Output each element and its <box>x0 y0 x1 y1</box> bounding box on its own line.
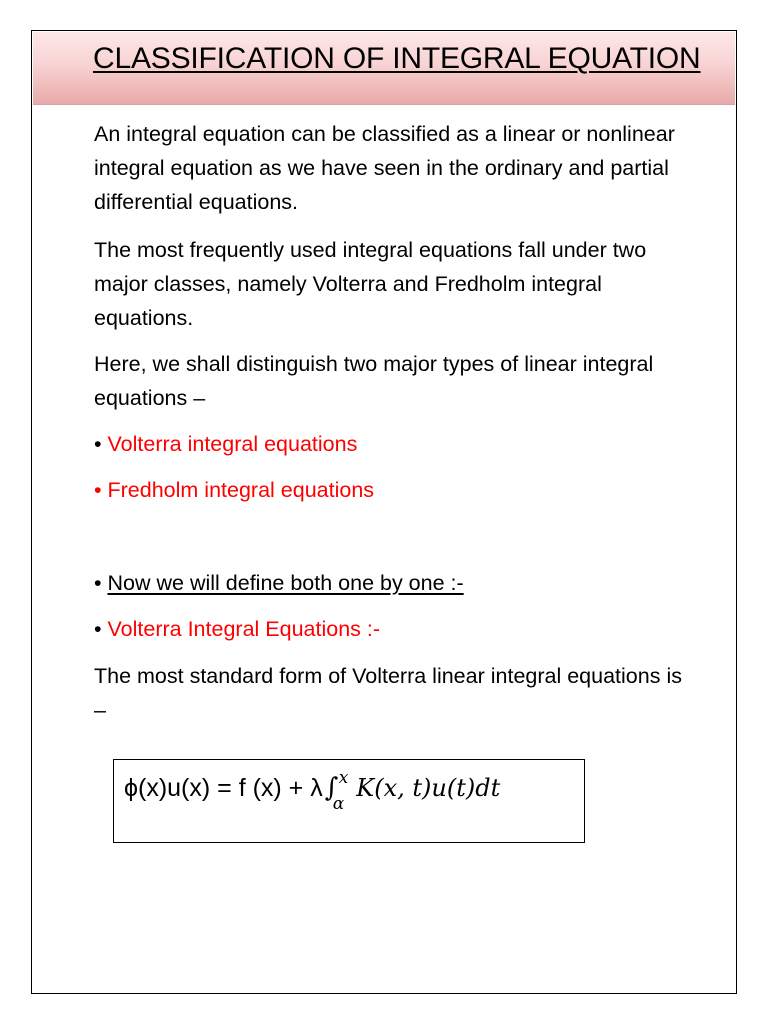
bullet-fredholm-label: Fredholm integral equations <box>107 478 375 502</box>
bullet-fredholm <box>94 475 374 505</box>
bullet-dot: • <box>94 617 102 641</box>
paragraph-major-classes: The most frequently used integral equations fall under two major classes, namely Volterra and Fredholm integral equations. <box>94 238 647 330</box>
paragraph-standard-form: The most standard form of Volterra linear integral equations is – <box>94 664 682 722</box>
page-frame <box>31 30 737 994</box>
page-title: CLASSIFICATION OF INTEGRAL EQUATION <box>93 42 701 75</box>
formula-integrand: K(x, t)u(t)dt <box>356 774 501 802</box>
paragraph-types-intro: Here, we shall distinguish two major types of linear integral equations – <box>94 352 654 410</box>
define-note-label: Now we will define both one by one :- <box>107 571 464 595</box>
bullet-section-heading <box>94 614 380 644</box>
formula-lhs: ϕ(x)u(x) = f (x) + λ <box>124 774 323 802</box>
volterra-formula <box>124 768 501 814</box>
bullet-define-note <box>94 568 464 598</box>
integral-lower-limit: α <box>332 794 345 814</box>
formula-box <box>113 759 585 843</box>
bullet-volterra-label: Volterra integral equations <box>107 432 358 456</box>
paragraph-classification: An integral equation can be classified as a linear or nonlinear integral equation as we have seen in the ordinary and partial differential equations. <box>94 122 675 214</box>
bullet-dot: • <box>94 478 102 502</box>
section-heading-label: Volterra Integral Equations :- <box>107 617 381 641</box>
integral-sign: ∫ x α <box>325 768 339 808</box>
bullet-dot: • <box>94 571 102 595</box>
integral-upper-limit: x <box>338 768 349 788</box>
title-band <box>33 32 735 105</box>
bullet-dot: • <box>94 432 102 456</box>
bullet-volterra <box>94 429 357 459</box>
